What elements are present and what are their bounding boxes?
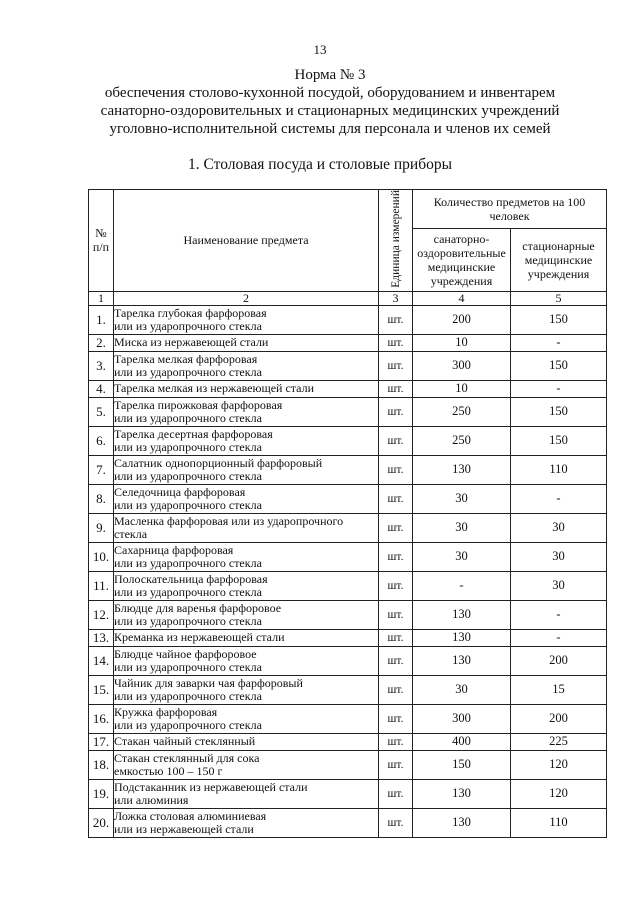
- page-number: 13: [313, 42, 327, 57]
- qty-hospital: 110: [511, 455, 607, 484]
- item-unit: шт.: [379, 455, 413, 484]
- item-name-line-1: Тарелка мелкая из нержавеющей стали: [114, 381, 315, 396]
- qty-hospital: 200: [511, 646, 607, 675]
- item-unit: шт.: [379, 380, 413, 397]
- qty-sanatorium: 130: [413, 779, 511, 808]
- row-number: 11.: [89, 571, 114, 600]
- item-unit: шт.: [379, 779, 413, 808]
- qty-hospital: -: [511, 600, 607, 629]
- item-unit: шт.: [379, 351, 413, 380]
- item-unit: шт.: [379, 675, 413, 704]
- item-name-line-2: или из ударопрочного стекла: [114, 613, 262, 628]
- qty-sanatorium: 10: [413, 334, 511, 351]
- document-heading: [60, 66, 600, 138]
- qty-hospital: -: [511, 380, 607, 397]
- item-name: [114, 571, 379, 600]
- item-unit: шт.: [379, 646, 413, 675]
- item-name: [114, 750, 379, 779]
- qty-sanatorium: 130: [413, 455, 511, 484]
- column-index-row: [89, 291, 607, 305]
- table-row: [89, 779, 607, 808]
- table-row: [89, 426, 607, 455]
- item-name-line-2: или из ударопрочного стекла: [114, 688, 262, 703]
- item-name: [114, 397, 379, 426]
- qty-hospital: 150: [511, 397, 607, 426]
- item-name: [114, 629, 379, 646]
- table-row: [89, 351, 607, 380]
- item-name-line-1: Миска из нержавеющей стали: [114, 335, 269, 350]
- item-name-line-1: Масленка фарфоровая или из ударопрочного: [114, 513, 344, 528]
- qty-sanatorium: 30: [413, 542, 511, 571]
- item-name-line-1: Стакан стеклянный для сока: [114, 750, 260, 765]
- heading-line-3: санаторно-оздоровительных и стационарных медицинских учреждений: [100, 103, 560, 119]
- qty-sanatorium: 300: [413, 351, 511, 380]
- qty-hospital: 120: [511, 750, 607, 779]
- item-unit: шт.: [379, 808, 413, 837]
- item-name-line-1: Салатник однопорционный фарфоровый: [114, 455, 323, 470]
- qty-sanatorium: 150: [413, 750, 511, 779]
- table-row: [89, 675, 607, 704]
- header-number: № п/п: [89, 190, 114, 292]
- item-name-line-2: или из ударопрочного стекла: [114, 410, 262, 425]
- item-name-line-2: или из ударопрочного стекла: [114, 555, 262, 570]
- row-number: 5.: [89, 397, 114, 426]
- item-name-line-1: Тарелка глубокая фарфоровая: [114, 305, 267, 320]
- header-unit-label: Единица измерений: [389, 190, 402, 288]
- table-row: [89, 629, 607, 646]
- row-number: 18.: [89, 750, 114, 779]
- item-name: [114, 733, 379, 750]
- item-unit: шт.: [379, 305, 413, 334]
- row-number: 17.: [89, 733, 114, 750]
- column-index: 4: [413, 291, 511, 305]
- item-unit: шт.: [379, 542, 413, 571]
- item-name-line-2: или алюминия: [114, 792, 189, 807]
- qty-hospital: 110: [511, 808, 607, 837]
- table-row: [89, 733, 607, 750]
- item-name-line-2: емкостью 100 – 150 г: [114, 763, 223, 778]
- item-name: [114, 675, 379, 704]
- item-name: [114, 808, 379, 837]
- qty-sanatorium: -: [413, 571, 511, 600]
- header-item-name: Наименование предмета: [114, 190, 379, 292]
- table-row: [89, 704, 607, 733]
- item-unit: шт.: [379, 513, 413, 542]
- table-row: [89, 646, 607, 675]
- column-index: 5: [511, 291, 607, 305]
- row-number: 7.: [89, 455, 114, 484]
- item-name-line-1: Подстаканник из нержавеющей стали: [114, 779, 308, 794]
- row-number: 13.: [89, 629, 114, 646]
- item-name: [114, 305, 379, 334]
- item-name-line-1: Тарелка пирожковая фарфоровая: [114, 397, 283, 412]
- row-number: 3.: [89, 351, 114, 380]
- column-index: 1: [89, 291, 114, 305]
- qty-hospital: 30: [511, 542, 607, 571]
- qty-sanatorium: 250: [413, 397, 511, 426]
- item-name-line-1: Полоскательница фарфоровая: [114, 571, 268, 586]
- table-row: [89, 305, 607, 334]
- row-number: 19.: [89, 779, 114, 808]
- item-unit: шт.: [379, 397, 413, 426]
- item-name: [114, 334, 379, 351]
- item-name-line-2: или из ударопрочного стекла: [114, 717, 262, 732]
- table-row: [89, 484, 607, 513]
- heading-norm-number: Норма № 3: [294, 67, 366, 83]
- item-unit: шт.: [379, 704, 413, 733]
- row-number: 4.: [89, 380, 114, 397]
- qty-sanatorium: 130: [413, 808, 511, 837]
- item-name-line-1: Селедочница фарфоровая: [114, 484, 246, 499]
- item-name: [114, 351, 379, 380]
- item-name: [114, 542, 379, 571]
- item-name-line-2: или из ударопрочного стекла: [114, 497, 262, 512]
- qty-hospital: 120: [511, 779, 607, 808]
- item-name: [114, 704, 379, 733]
- item-name-line-1: Стакан чайный стеклянный: [114, 734, 256, 749]
- qty-sanatorium: 30: [413, 513, 511, 542]
- row-number: 9.: [89, 513, 114, 542]
- item-name: [114, 380, 379, 397]
- section-title: 1. Столовая посуда и столовые приборы: [187, 156, 453, 173]
- item-name-line-2: или из ударопрочного стекла: [114, 659, 262, 674]
- table-row: [89, 750, 607, 779]
- item-name-line-2: или из ударопрочного стекла: [114, 584, 262, 599]
- qty-hospital: 30: [511, 513, 607, 542]
- item-name: [114, 426, 379, 455]
- qty-sanatorium: 10: [413, 380, 511, 397]
- heading-line-4: уголовно-исполнительной системы для персонала и членов их семей: [109, 121, 551, 137]
- item-name-line-2: или из ударопрочного стекла: [114, 439, 262, 454]
- row-number: 10.: [89, 542, 114, 571]
- qty-hospital: 15: [511, 675, 607, 704]
- item-unit: шт.: [379, 750, 413, 779]
- qty-sanatorium: 200: [413, 305, 511, 334]
- row-number: 15.: [89, 675, 114, 704]
- item-name-line-2: или из нержавеющей стали: [114, 821, 254, 836]
- row-number: 16.: [89, 704, 114, 733]
- header-quantity-group: Количество предметов на 100 человек: [413, 190, 607, 229]
- qty-hospital: 150: [511, 426, 607, 455]
- item-name-line-1: Креманка из нержавеющей стали: [114, 630, 285, 645]
- qty-sanatorium: 130: [413, 600, 511, 629]
- item-name-line-2: или из ударопрочного стекла: [114, 468, 262, 483]
- row-number: 20.: [89, 808, 114, 837]
- table-row: [89, 380, 607, 397]
- item-name-line-1: Ложка столовая алюминиевая: [114, 808, 267, 823]
- table-row: [89, 571, 607, 600]
- norm-table: [88, 189, 607, 838]
- item-unit: шт.: [379, 571, 413, 600]
- table-row: [89, 455, 607, 484]
- qty-sanatorium: 130: [413, 646, 511, 675]
- column-index: 2: [114, 291, 379, 305]
- item-name-line-1: Тарелка мелкая фарфоровая: [114, 351, 258, 366]
- row-number: 12.: [89, 600, 114, 629]
- row-number: 2.: [89, 334, 114, 351]
- item-name: [114, 646, 379, 675]
- item-unit: шт.: [379, 629, 413, 646]
- item-unit: шт.: [379, 334, 413, 351]
- table-body: [89, 305, 607, 837]
- qty-hospital: 225: [511, 733, 607, 750]
- item-name-line-1: Тарелка десертная фарфоровая: [114, 426, 273, 441]
- table-row: [89, 397, 607, 426]
- table-row: [89, 808, 607, 837]
- qty-sanatorium: 30: [413, 484, 511, 513]
- qty-hospital: 150: [511, 305, 607, 334]
- heading-line-2: обеспечения столово-кухонной посудой, оборудованием и инвентарем: [104, 85, 556, 101]
- item-unit: шт.: [379, 600, 413, 629]
- qty-hospital: -: [511, 334, 607, 351]
- row-number: 1.: [89, 305, 114, 334]
- item-name: [114, 779, 379, 808]
- qty-sanatorium: 400: [413, 733, 511, 750]
- qty-sanatorium: 30: [413, 675, 511, 704]
- table-row: [89, 513, 607, 542]
- header-sanatorium: санаторно-оздоровительные медицинские учреждения: [413, 228, 511, 291]
- row-number: 14.: [89, 646, 114, 675]
- qty-hospital: 200: [511, 704, 607, 733]
- qty-hospital: -: [511, 629, 607, 646]
- table-row: [89, 542, 607, 571]
- table-row: [89, 600, 607, 629]
- column-index: 3: [379, 291, 413, 305]
- table-row: [89, 334, 607, 351]
- item-unit: шт.: [379, 426, 413, 455]
- qty-sanatorium: 250: [413, 426, 511, 455]
- item-name: [114, 484, 379, 513]
- item-name-line-1: Чайник для заварки чая фарфоровый: [114, 675, 303, 690]
- row-number: 6.: [89, 426, 114, 455]
- item-name-line-1: Блюдце чайное фарфоровое: [114, 646, 257, 661]
- item-unit: шт.: [379, 484, 413, 513]
- qty-sanatorium: 300: [413, 704, 511, 733]
- qty-hospital: -: [511, 484, 607, 513]
- item-name-line-1: Кружка фарфоровая: [114, 704, 218, 719]
- item-name-line-2: или из ударопрочного стекла: [114, 364, 262, 379]
- item-name-line-1: Сахарница фарфоровая: [114, 542, 234, 557]
- item-name-line-2: или из ударопрочного стекла: [114, 318, 262, 333]
- row-number: 8.: [89, 484, 114, 513]
- qty-hospital: 150: [511, 351, 607, 380]
- item-name-line-1: Блюдце для варенья фарфоровое: [114, 600, 282, 615]
- item-unit: шт.: [379, 733, 413, 750]
- header-unit: [379, 190, 413, 292]
- item-name: [114, 600, 379, 629]
- item-name: [114, 513, 379, 542]
- qty-sanatorium: 130: [413, 629, 511, 646]
- item-name: [114, 455, 379, 484]
- item-name-line-2: стекла: [114, 526, 148, 541]
- qty-hospital: 30: [511, 571, 607, 600]
- header-hospital: стационарные медицинские учреждения: [511, 228, 607, 291]
